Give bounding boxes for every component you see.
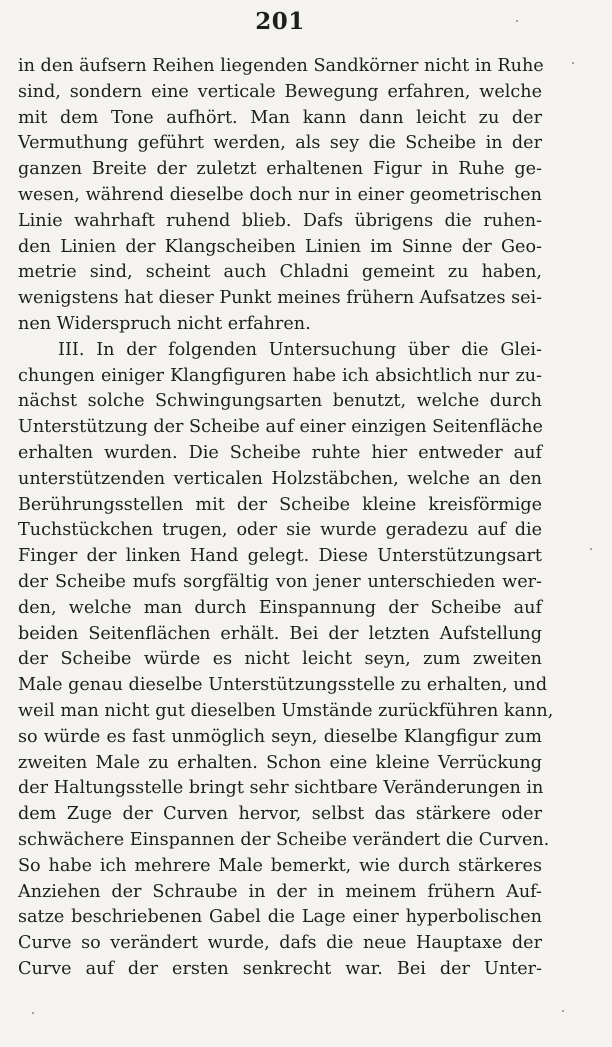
text-line: metrie sind, scheint auch Chladni gemeint zu haben,	[18, 262, 542, 283]
text-line: in den äufsern Reihen liegenden Sandkörner nicht in Ruhe	[18, 56, 544, 76]
print-speck	[516, 20, 518, 22]
text-line: den Linien der Klangscheiben Linien im Sinne der Geo-	[18, 236, 542, 257]
page-number: 201	[255, 8, 305, 35]
paragraph-end-line: nen Widerspruch nicht erfahren.	[18, 313, 311, 334]
body-text	[18, 54, 554, 983]
text-line: Curve auf der ersten senkrecht war. Bei der Unter-	[18, 958, 542, 979]
text-line: Finger der linken Hand gelegt. Diese Unterstützungsart	[18, 546, 542, 567]
text-line: satze beschriebenen Gabel die Lage einer hyperbolischen	[18, 907, 542, 928]
text-line: beiden Seitenflächen erhält. Bei der letzten Aufstellung	[18, 623, 542, 644]
text-line: so würde es fast unmöglich seyn, dieselbe Klangfigur zum	[18, 726, 542, 747]
text-line: ganzen Breite der zuletzt erhaltenen Figur in Ruhe ge-	[18, 159, 542, 180]
text-line: Linie wahrhaft ruhend blieb. Dafs übrigens die ruhen-	[18, 210, 542, 231]
text-line: dem Zuge der Curven hervor, selbst das stärkere oder	[18, 804, 542, 825]
text-line: Berührungsstellen mit der Scheibe kleine kreisförmige	[18, 494, 542, 515]
text-line: wesen, während dieselbe doch nur in einer geometrischen	[18, 184, 542, 205]
text-line: unterstützenden verticalen Holzstäbchen, welche an den	[18, 468, 542, 489]
text-line: Male genau dieselbe Unterstützungsstelle zu erhalten, und	[18, 675, 548, 696]
text-line: der Scheibe würde es nicht leicht seyn, zum zweiten	[18, 649, 542, 670]
text-line: zweiten Male zu erhalten. Schon eine kleine Verrückung	[18, 752, 542, 773]
text-line: So habe ich mehrere Male bemerkt, wie durch stärkeres	[18, 855, 542, 876]
text-line: Tuchstückchen trugen, oder sie wurde geradezu auf die	[18, 520, 542, 541]
text-line: weil man nicht gut dieselben Umstände zurückführen kann,	[18, 700, 554, 721]
print-speck	[590, 548, 592, 550]
text-line: mit dem Tone aufhört. Man kann dann leicht zu der	[18, 107, 542, 128]
print-speck	[562, 1010, 564, 1012]
print-speck	[32, 1012, 34, 1014]
section-heading-line: III. In der folgenden Untersuchung über die Glei-	[58, 339, 542, 360]
text-line: erhalten wurden. Die Scheibe ruhte hier entweder auf	[18, 442, 542, 463]
text-line: Anziehen der Schraube in der in meinem frühern Auf-	[18, 881, 542, 902]
text-line: Vermuthung geführt werden, als sey die Scheibe in der	[18, 133, 542, 154]
text-line: chungen einiger Klangfiguren habe ich absichtlich nur zu-	[18, 365, 542, 386]
text-line: sind, sondern eine verticale Bewegung erfahren, welche	[18, 81, 542, 102]
text-line: Curve so verändert wurde, dafs die neue Hauptaxe der	[18, 933, 542, 954]
text-line: wenigstens hat dieser Punkt meines frühern Aufsatzes sei-	[18, 288, 543, 309]
text-line: Unterstützung der Scheibe auf einer einzigen Seitenfläche	[18, 417, 543, 438]
text-line: nächst solche Schwingungsarten benutzt, welche durch	[18, 391, 542, 412]
text-line: der Haltungsstelle bringt sehr sichtbare Veränderungen in	[18, 778, 544, 799]
text-line: der Scheibe mufs sorgfältig von jener unterschieden wer-	[18, 571, 542, 592]
text-line: den, welche man durch Einspannung der Scheibe auf	[18, 597, 542, 618]
text-line: schwächere Einspannen der Scheibe verändert die Curven.	[18, 829, 550, 850]
print-speck	[572, 62, 574, 64]
